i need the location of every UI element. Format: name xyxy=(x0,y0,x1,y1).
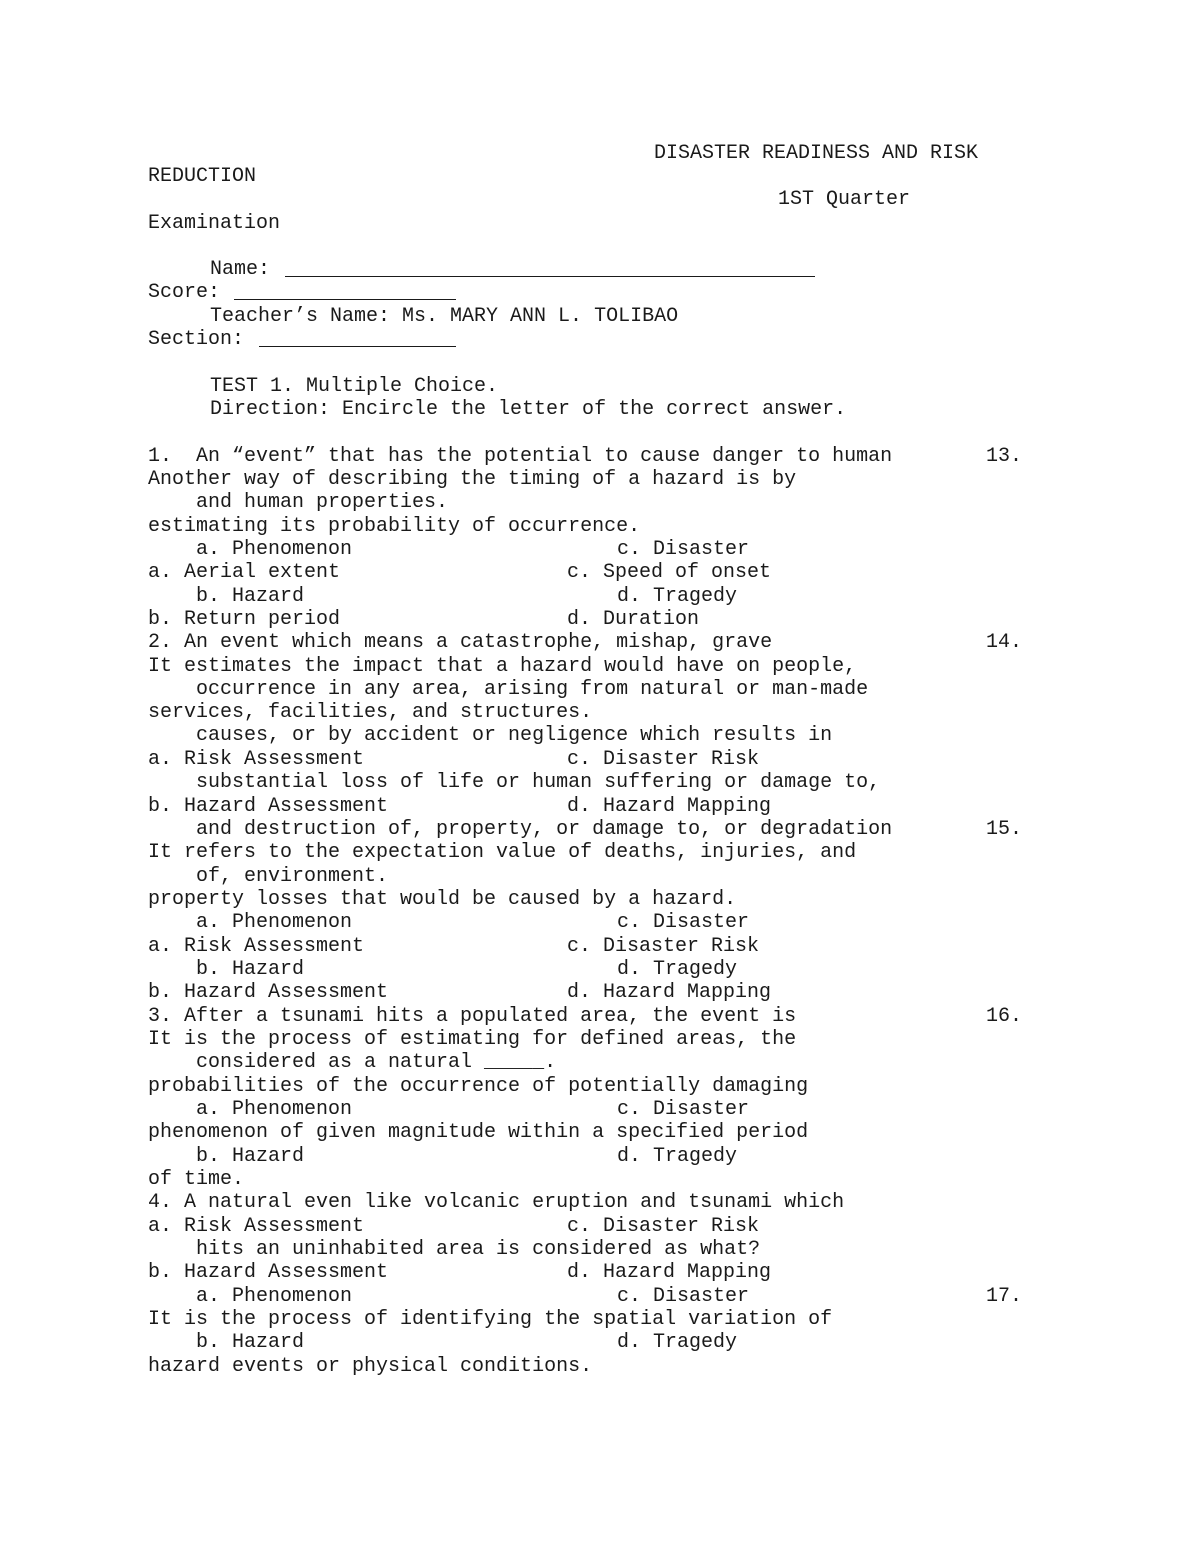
test-direction: Direction: Encircle the letter of the correct answer. xyxy=(210,398,847,421)
choice-line: b. Return period xyxy=(148,608,341,631)
choice-line: a. Phenomenon xyxy=(148,1098,353,1121)
question-number: 15. xyxy=(986,818,1023,841)
choice-line: a. Phenomenon xyxy=(148,911,353,934)
name-field[interactable] xyxy=(285,258,815,281)
choice-line: b. Hazard Assessment xyxy=(148,981,389,1004)
choice-d: d. Hazard Mapping xyxy=(567,1261,772,1284)
question-number: 13. xyxy=(986,445,1023,468)
text-line: property losses that would be caused by a hazard. xyxy=(148,888,737,911)
text-line: 1. An “event” that has the potential to cause danger to human xyxy=(148,445,893,468)
choice-line: b. Hazard Assessment xyxy=(148,1261,389,1284)
text-line: causes, or by accident or negligence which results in xyxy=(148,724,833,747)
choice-c: c. Speed of onset xyxy=(567,561,772,584)
choice-line: a. Phenomenon xyxy=(148,1285,353,1308)
section-label: Section: xyxy=(148,328,245,351)
choice-line: b. Hazard xyxy=(148,958,305,981)
text-line: It is the process of identifying the spatial variation of xyxy=(148,1308,833,1331)
text-line: substantial loss of life or human suffering or damage to, xyxy=(148,771,881,794)
choice-c: c. Disaster Risk xyxy=(567,935,760,958)
text-line: 4. A natural even like volcanic eruption and tsunami which xyxy=(148,1191,845,1214)
text-line: of time. xyxy=(148,1168,245,1191)
exam-title: DISASTER READINESS AND RISK xyxy=(654,142,979,165)
choice-d: d. Hazard Mapping xyxy=(567,981,772,1004)
exam-subtitle-continued: Examination xyxy=(148,212,281,235)
choice-d: d. Tragedy xyxy=(617,585,738,608)
choice-d: d. Tragedy xyxy=(617,1145,738,1168)
choice-line: a. Risk Assessment xyxy=(148,1215,365,1238)
question-number: 17. xyxy=(986,1285,1023,1308)
choice-d: d. Tragedy xyxy=(617,1331,738,1354)
text-line: services, facilities, and structures. xyxy=(148,701,593,724)
choice-line: b. Hazard xyxy=(148,1145,305,1168)
test-title: TEST 1. Multiple Choice. xyxy=(210,375,499,398)
choice-d: d. Hazard Mapping xyxy=(567,795,772,818)
exam-quarter: 1ST Quarter xyxy=(778,188,911,211)
exam-title-continued: REDUCTION xyxy=(148,165,257,188)
text-line: 3. After a tsunami hits a populated area, the event is xyxy=(148,1005,797,1028)
name-label: Name: xyxy=(210,258,271,281)
choice-line: a. Phenomenon xyxy=(148,538,353,561)
choice-line: b. Hazard Assessment xyxy=(148,795,389,818)
text-line: estimating its probability of occurrence. xyxy=(148,515,641,538)
text-line: probabilities of the occurrence of potentially damaging xyxy=(148,1075,809,1098)
choice-line: a. Risk Assessment xyxy=(148,748,365,771)
choice-line: a. Risk Assessment xyxy=(148,935,365,958)
text-line: It refers to the expectation value of deaths, injuries, and xyxy=(148,841,857,864)
choice-d: d. Tragedy xyxy=(617,958,738,981)
choice-c: c. Disaster xyxy=(617,1098,750,1121)
text-line: phenomenon of given magnitude within a specified period xyxy=(148,1121,809,1144)
text-line: considered as a natural _____. xyxy=(148,1051,557,1074)
choice-line: b. Hazard xyxy=(148,585,305,608)
text-line: It estimates the impact that a hazard would have on people, xyxy=(148,655,857,678)
text-line: occurrence in any area, arising from natural or man-made xyxy=(148,678,869,701)
choice-d: d. Duration xyxy=(567,608,700,631)
choice-c: c. Disaster xyxy=(617,911,750,934)
text-line: hazard events or physical conditions. xyxy=(148,1355,593,1378)
choice-c: c. Disaster Risk xyxy=(567,1215,760,1238)
question-number: 14. xyxy=(986,631,1023,654)
text-line: Another way of describing the timing of a hazard is by xyxy=(148,468,797,491)
text-line: 2. An event which means a catastrophe, mishap, grave xyxy=(148,631,773,654)
choice-c: c. Disaster xyxy=(617,1285,750,1308)
text-line: It is the process of estimating for defined areas, the xyxy=(148,1028,797,1051)
question-number: 16. xyxy=(986,1005,1023,1028)
score-field[interactable] xyxy=(234,281,456,304)
choice-line: a. Aerial extent xyxy=(148,561,341,584)
score-label: Score: xyxy=(148,281,221,304)
section-field[interactable] xyxy=(259,328,456,351)
text-line: and destruction of, property, or damage to, or degradation xyxy=(148,818,893,841)
text-line: hits an uninhabited area is considered as what? xyxy=(148,1238,761,1261)
choice-line: b. Hazard xyxy=(148,1331,305,1354)
text-line: and human properties. xyxy=(148,491,449,514)
choice-c: c. Disaster xyxy=(617,538,750,561)
text-line: of, environment. xyxy=(148,865,389,888)
choice-c: c. Disaster Risk xyxy=(567,748,760,771)
teacher-name: Teacher’s Name: Ms. MARY ANN L. TOLIBAO xyxy=(210,305,679,328)
